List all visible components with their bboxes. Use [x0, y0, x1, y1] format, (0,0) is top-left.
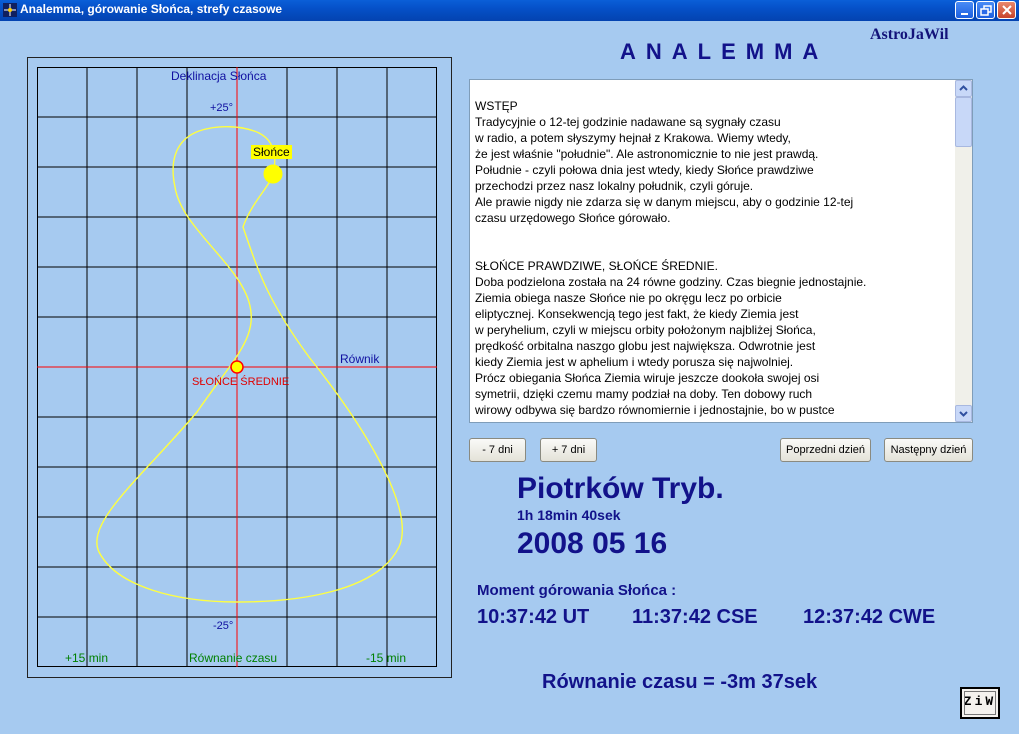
description-line: Tradycyjnie o 12-tej godzinie nadawane są sygnały czasu: [475, 115, 781, 129]
description-line: Doba podzielona została na 24 równe godziny. Czas biegnie jednostajnie.: [475, 275, 867, 289]
brand-label: AstroJaWil: [870, 26, 949, 43]
ziw-button[interactable]: [960, 687, 1000, 719]
description-line: w radio, a potem słyszymy hejnał z Krakowa. Wiemy wtedy,: [475, 131, 791, 145]
title-bar: [0, 0, 1019, 21]
declination-label: Deklinacja Słońca: [171, 69, 267, 83]
sun-label: Słońce: [253, 145, 290, 159]
transit-time-ut: 10:37:42 UT: [477, 606, 590, 628]
description-line: [475, 226, 955, 242]
description-line: przechodzi przez nasz lokalny południk, czyli góruje.: [475, 179, 754, 193]
description-line: Ziemia obiega nasze Słońce nie po okręgu lecz po orbicie: [475, 291, 782, 305]
close-button[interactable]: [997, 1, 1016, 19]
description-line: [475, 242, 955, 258]
page-heading: ANALEMMA: [620, 39, 829, 64]
description-line: WSTĘP: [475, 99, 518, 113]
ziw-button-label: ZiW: [963, 694, 997, 709]
transit-time-cse: 11:37:42 CSE: [632, 606, 758, 628]
plus25-label: +25°: [210, 102, 234, 114]
description-textbox[interactable]: [469, 79, 973, 423]
restore-icon: [977, 2, 996, 20]
description-line: SŁOŃCE PRAWDZIWE, SŁOŃCE ŚREDNIE.: [475, 259, 718, 273]
app-icon: [3, 3, 17, 17]
equation-axis-label: Równanie czasu: [189, 651, 278, 665]
transit-time-cwe: 12:37:42 CWE: [803, 606, 936, 628]
plus-7-days-button[interactable]: + 7 dni: [540, 438, 597, 462]
scroll-down-button[interactable]: [955, 405, 972, 422]
current-date: 2008 05 16: [517, 527, 668, 560]
maximize-button[interactable]: [976, 1, 995, 19]
minimize-button[interactable]: [955, 1, 974, 19]
description-line: prędkość orbitalna naszgo globu jest największa. Odwrotnie jest: [475, 339, 816, 353]
scroll-thumb[interactable]: [955, 97, 972, 147]
scroll-up-button[interactable]: [955, 80, 972, 97]
ziw-button-inner: [964, 691, 996, 715]
description-line: kiedy Ziemia jest w aphelium i wtedy porusza się najwolniej.: [475, 355, 794, 369]
analemma-svg: [37, 67, 437, 667]
description-line: czasu urzędowego Słońce górowało.: [475, 211, 671, 225]
mean-sun-label: SŁOŃCE ŚREDNIE: [192, 376, 290, 388]
analemma-plot: [37, 67, 437, 667]
close-icon: [998, 2, 1017, 20]
description-line: że jest właśnie "południe". Ale astronomicznie to nie jest prawdą.: [475, 147, 819, 161]
longitude-offset: 1h 18min 40sek: [517, 507, 621, 523]
plus15-label: +15 min: [65, 651, 109, 665]
previous-day-button[interactable]: Poprzedni dzień: [780, 438, 871, 462]
minimize-icon: [956, 2, 975, 20]
minus-7-days-button[interactable]: - 7 dni: [469, 438, 526, 462]
scrollbar[interactable]: [955, 80, 972, 422]
description-text: [475, 98, 955, 418]
equation-of-time: Równanie czasu = -3m 37sek: [542, 671, 818, 693]
sun-marker: [264, 165, 282, 183]
description-line: Ale prawie nigdy nie zdarza się w danym miejscu, aby o godzinie 12-tej: [475, 195, 854, 209]
description-line: w peryhelium, czyli w miejscu orbity położonym najbliżej Słońca,: [475, 323, 816, 337]
minus15-label: -15 min: [366, 651, 407, 665]
chevron-up-icon: [956, 81, 971, 96]
description-line: symetrii, dzięki czemu mamy podział na doby. Ten dobowy ruch: [475, 387, 813, 401]
equator-label: Równik: [340, 352, 380, 366]
description-line: wirowy odbywa się bardzo równomiernie i jednostajnie, bo w pustce: [475, 403, 835, 417]
mean-sun-marker: [231, 361, 243, 373]
description-line: Południe - czyli połowa dnia jest wtedy, kiedy Słońce prawdziwe: [475, 163, 814, 177]
transit-label: Moment górowania Słońca :: [477, 582, 677, 599]
description-line: eliptycznej. Konsekwencją tego jest fakt, że kiedy Ziemia jest: [475, 307, 799, 321]
minus25-label: -25°: [213, 620, 234, 632]
chevron-down-icon: [956, 406, 971, 421]
description-line: Prócz obiegania Słońca Ziemia wiruje jeszcze dookoła swojej osi: [475, 371, 820, 385]
next-day-button[interactable]: Następny dzień: [884, 438, 973, 462]
city-name: Piotrków Tryb.: [517, 472, 724, 505]
window-title: Analemma, górowanie Słońca, strefy czasowe: [20, 2, 283, 16]
